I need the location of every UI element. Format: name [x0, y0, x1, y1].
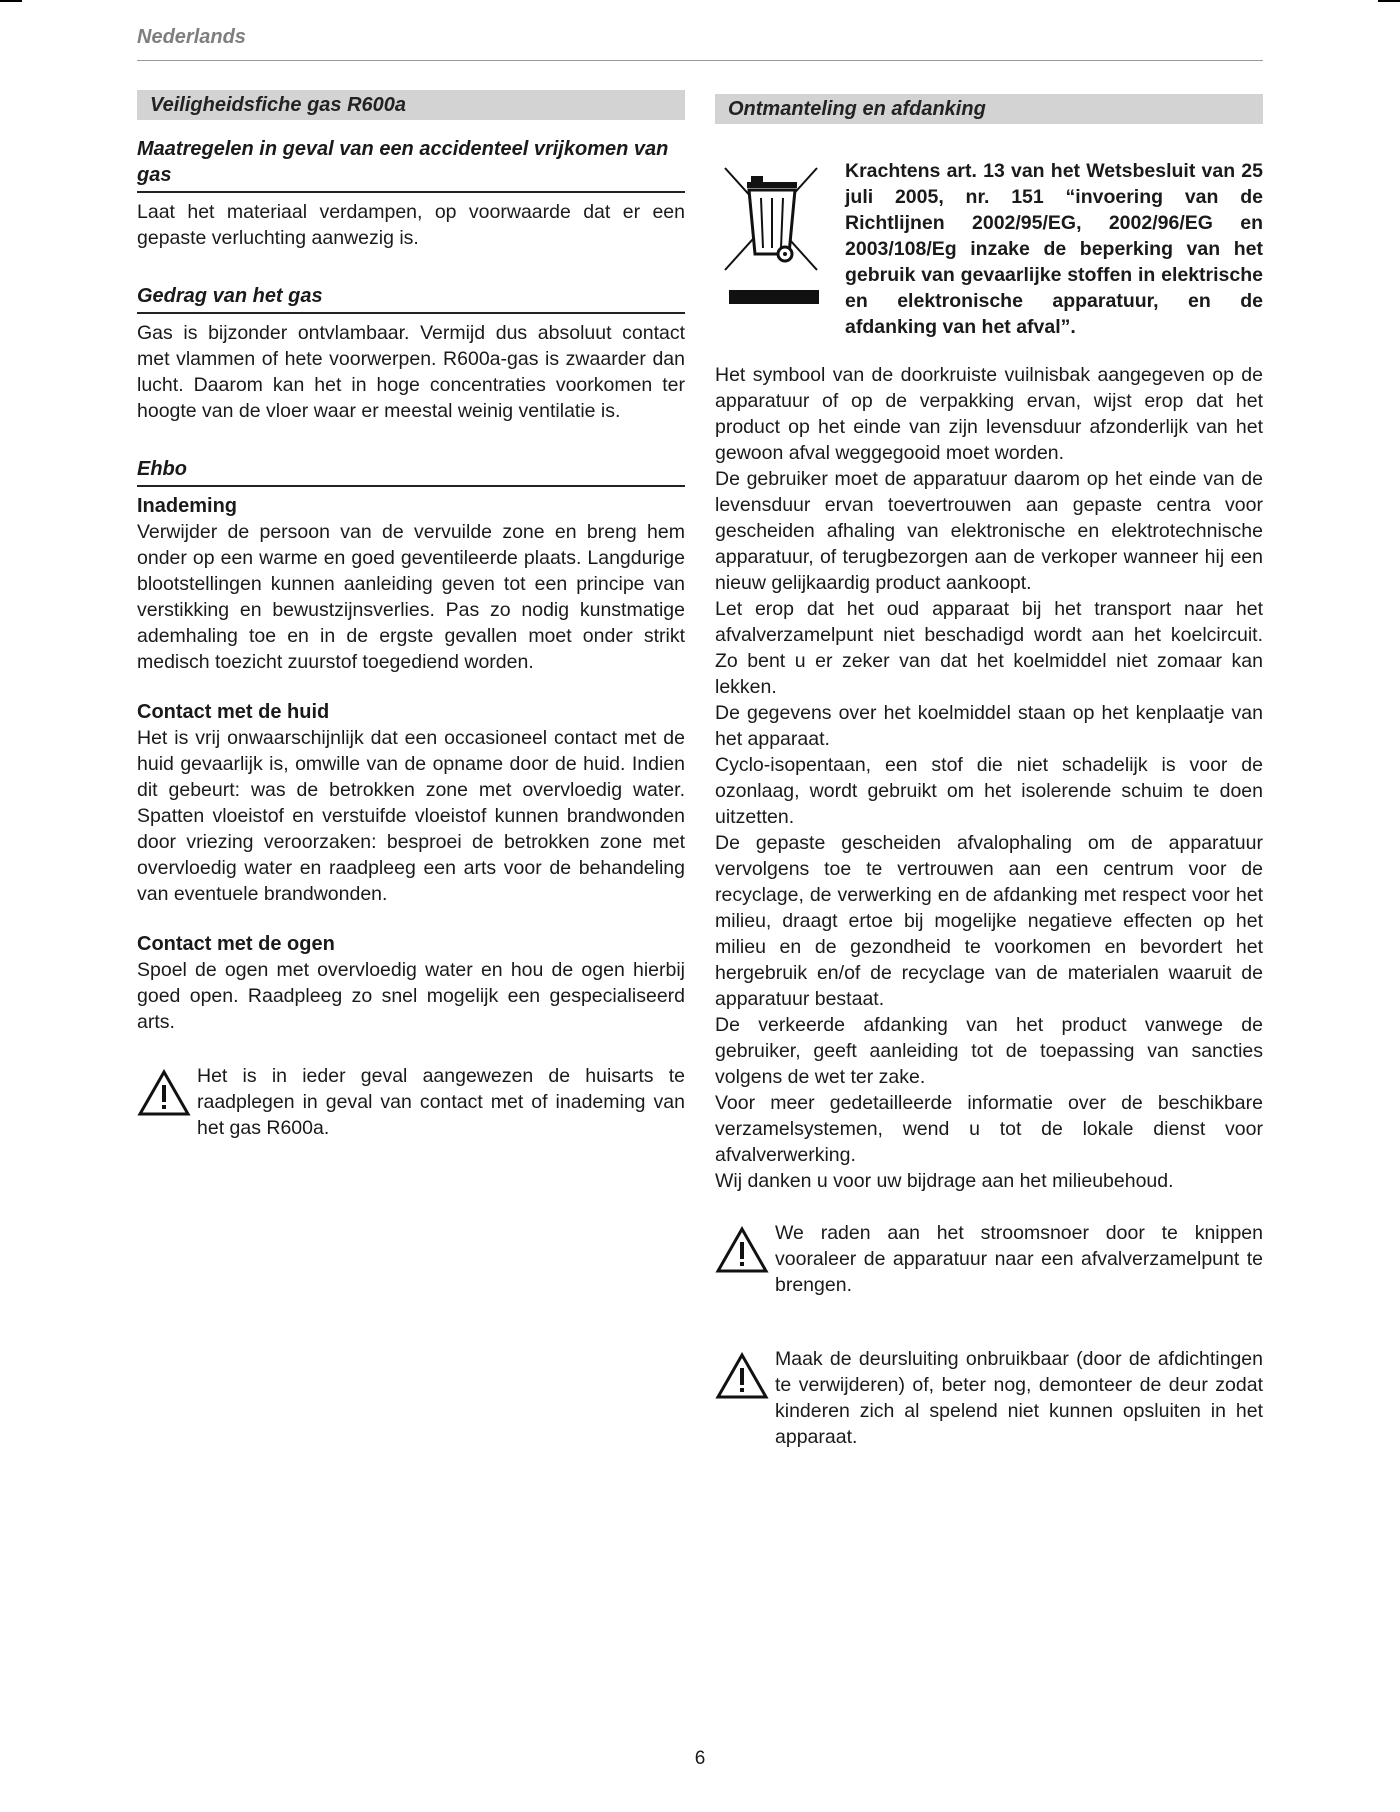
warning-triangle-icon: [137, 1063, 197, 1122]
text-inhalation: Verwijder de persoon van de vervuilde zone en breng hem onder op een warme en goed geventileerde plaats. Langdurige blootstellingen kunnen aanleiding geven tot een principe van verstikking en bewustzijnsverlies. Pas zo nodig kunstmatige ademhaling toe en in de ergste gevallen moet onder strikt medisch toezicht zuurstof toegediend worden.: [137, 521, 685, 673]
page-number: 6: [694, 1748, 706, 1769]
paragraph-transport: Let erop dat het oud apparaat bij het transport naar het afvalverzamelpunt niet beschadigd wordt aan het koelcircuit. Zo bent u er zeker van dat het koelmiddel niet zomaar kan lekken.: [715, 598, 1263, 698]
right-column: [715, 94, 1263, 1450]
crop-mark-right: [1378, 0, 1400, 2]
page-header-language: Nederlands: [137, 26, 246, 48]
text-gas-behaviour: Gas is bijzonder ontvlambaar. Vermijd dus absoluut contact met vlammen of hete voorwerpen. R600a-gas is zwaarder dan lucht. Daarom kan het in hoge concentraties voorkomen ter hoogte van de vloer waar er meestal weinig ventilatie is.: [137, 322, 685, 422]
crop-mark-left: [0, 0, 22, 2]
text-warning-doctor: Het is in ieder geval aangewezen de huisarts te raadplegen in geval van contact met of inademing van het gas R600a.: [197, 1065, 685, 1139]
text-accidental-release: Laat het materiaal verdampen, op voorwaarde dat er een gepaste verluchting aanwezig is.: [137, 201, 685, 249]
warning-note-power-cord: [715, 1220, 1263, 1298]
warning-triangle-icon: [715, 1346, 775, 1405]
header-divider: [137, 60, 1263, 61]
heading-first-aid: Ehbo: [137, 456, 685, 487]
paragraph-user-duty: De gebruiker moet de apparatuur daarom op het einde van de levensduur ervan toevertrouwen aan gepaste centra voor gescheiden afhaling van elektronische en elektrotechnische apparatuur, of terugbezorgen aan de verkoper wanneer hij een nieuw gelijkaardig product aankoopt.: [715, 468, 1263, 594]
warning-note-door-lock: [715, 1346, 1263, 1450]
heading-accidental-release: Maatregelen in geval van een accidenteel vrijkomen van gas: [137, 136, 685, 193]
text-skin-contact: Het is vrij onwaarschijnlijk dat een occasioneel contact met de huid gevaarlijk is, omwille van de opname door de huid. Indien dit gebeurt: was de betrokken zone met overvloedig water. Spatten vloeistof en verstuifde vloeistof kunnen brandwonden door vriezing veroorzaken: besproei de betrokken zone met overvloedig water en raadpleeg een arts voor de behandeling van eventuele brandwonden.: [137, 727, 685, 905]
paragraph-symbol: Het symbool van de doorkruiste vuilnisbak aangegeven op de apparatuur of op de verpakking ervan, wijst erop dat het product op het einde van zijn levensduur afzonderlijk van het gewoon afval weggegooid moet worden.: [715, 364, 1263, 464]
section-title-disposal: Ontmanteling en afdanking: [715, 94, 1263, 124]
paragraph-more-info: Voor meer gedetailleerde informatie over de beschikbare verzamelsystemen, wend u tot de lokale dienst voor afvalverwerking.: [715, 1092, 1263, 1166]
left-column: [137, 90, 685, 1141]
heading-skin-contact: Contact met de huid: [137, 701, 330, 723]
text-eye-contact: Spoel de ogen met overvloedig water en hou de ogen hierbij goed open. Raadpleeg zo snel mogelijk een gespecialiseerd arts.: [137, 959, 685, 1033]
text-warning-door-lock: Maak de deursluiting onbruikbaar (door de afdichtingen te verwijderen) of, beter nog, demonteer de deur zodat kinderen zich al spelend niet kunnen opsluiten in het apparaat.: [775, 1348, 1263, 1448]
warning-triangle-icon: [715, 1220, 775, 1279]
paragraph-sanctions: De verkeerde afdanking van het product vanwege de gebruiker, geeft aanleiding tot de toepassing van sancties volgens de wet ter zake.: [715, 1014, 1263, 1088]
text-legal-notice: Krachtens art. 13 van het Wetsbesluit van 25 juli 2005, nr. 151 “invoering van de Richtlijnen 2002/95/EG, 2002/96/EG en 2003/108/Eg inzake de beperking van het gebruik van gevaarlijke stoffen in elektrische en elektronische apparatuur, en de afdanking van het afval”.: [845, 160, 1263, 338]
paragraph-thanks: Wij danken u voor uw bijdrage aan het milieubehoud.: [715, 1170, 1174, 1192]
section-title-safety-sheet: Veiligheidsfiche gas R600a: [137, 90, 685, 120]
weee-notice: [715, 158, 1263, 340]
paragraph-separate-collection: De gepaste gescheiden afvalophaling om de apparatuur vervolgens toe te vertrouwen aan een centrum voor de recyclage, de verwerking en de afdanking met respect voor het milieu, draagt ertoe bij mogelijke negatieve effecten op het milieu en de gezondheid te voorkomen en bevordert het hergebruik en/of de recyclage van de materialen waaruit de apparatuur bestaat.: [715, 832, 1263, 1010]
heading-inhalation: Inademing: [137, 495, 238, 517]
heading-gas-behaviour: Gedrag van het gas: [137, 283, 685, 314]
paragraph-refrigerant-data: De gegevens over het koelmiddel staan op het kenplaatje van het apparaat.: [715, 702, 1263, 750]
warning-note-doctor: [137, 1063, 685, 1141]
paragraph-cyclopentane: Cyclo-isopentaan, een stof die niet schadelijk is voor de ozonlaag, wordt gebruikt om het isolerende schuim te doen uitzetten.: [715, 754, 1263, 828]
crossed-out-wheelie-bin-icon: [715, 158, 833, 340]
text-warning-power-cord: We raden aan het stroomsnoer door te knippen vooraleer de apparatuur naar een afvalverzamelpunt te brengen.: [775, 1222, 1263, 1296]
heading-eye-contact: Contact met de ogen: [137, 933, 335, 955]
